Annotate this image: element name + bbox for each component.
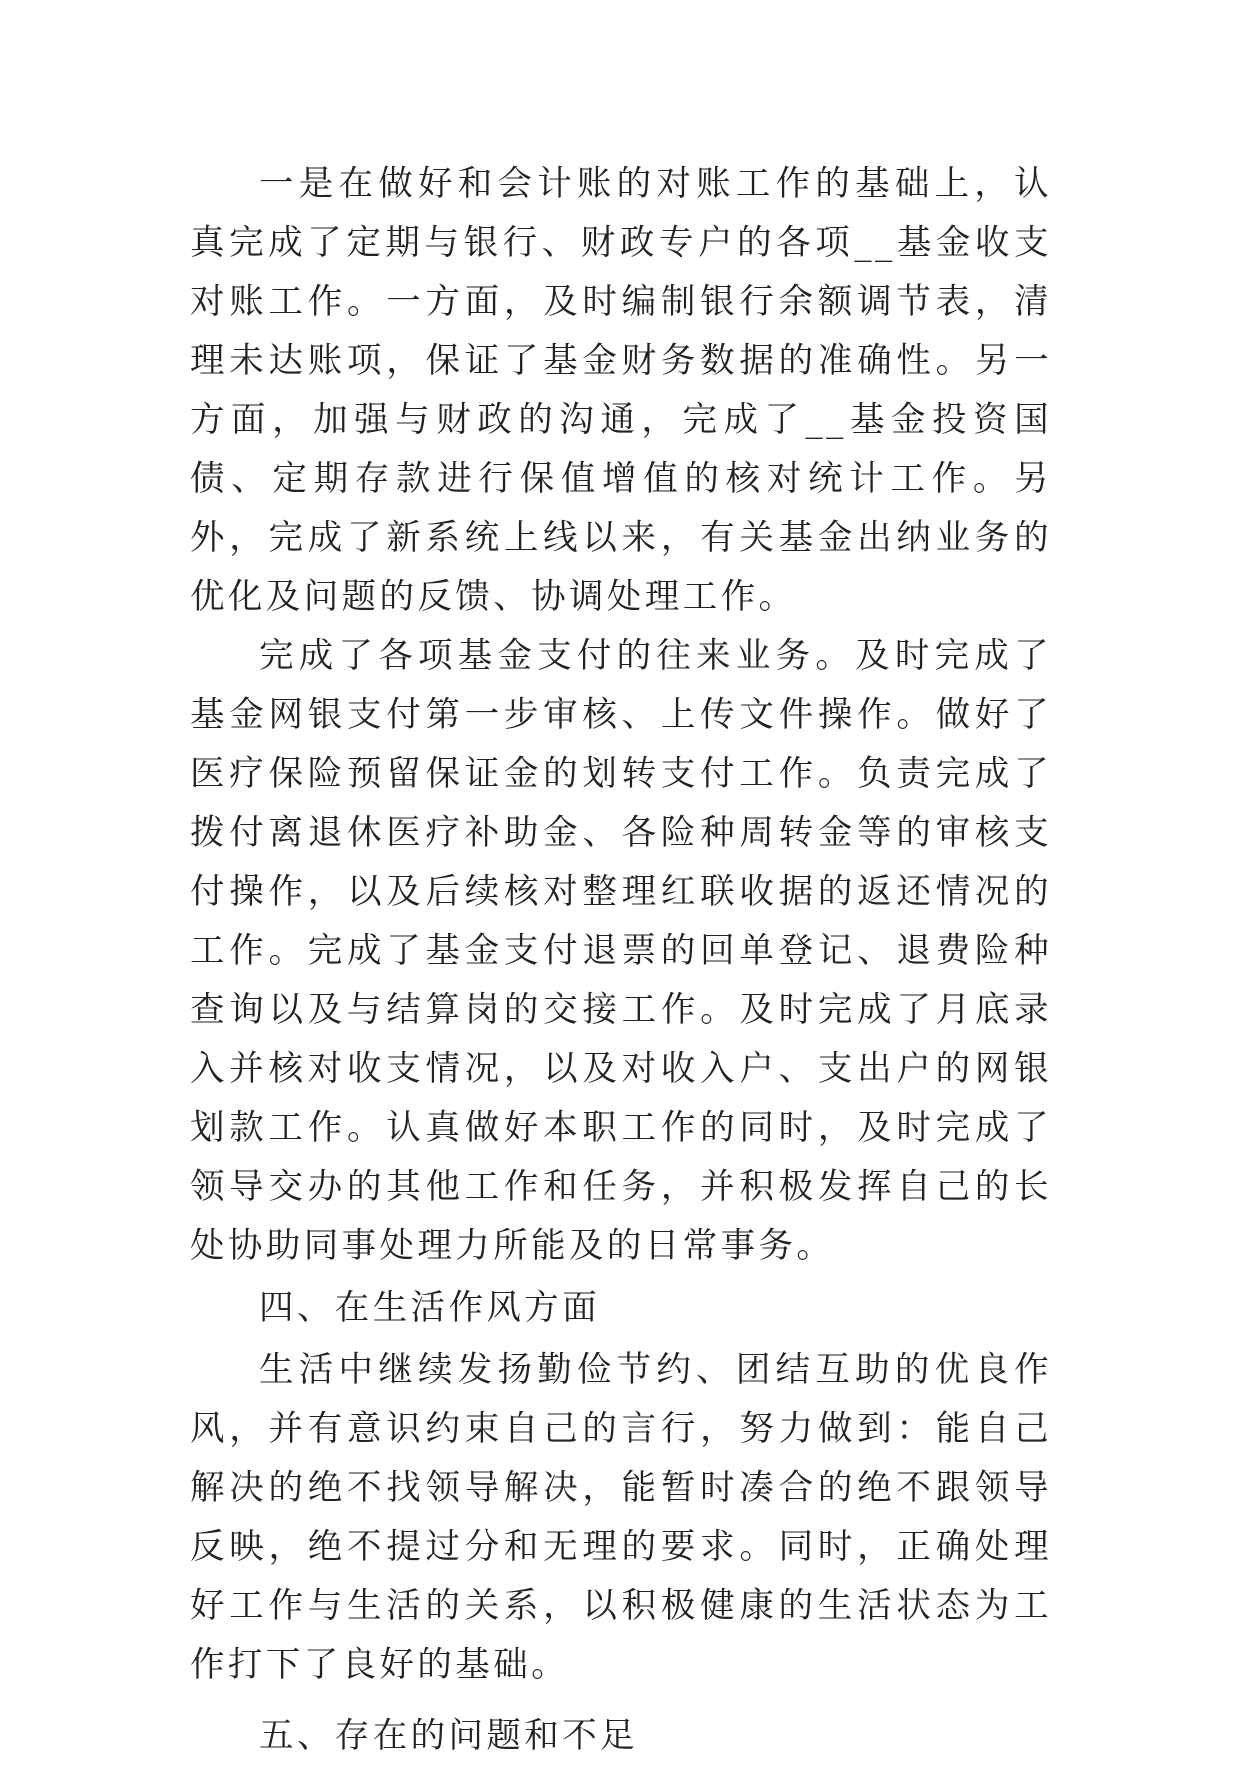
document-body [190, 155, 1052, 1766]
section-heading-problems: 五、存在的问题和不足 [259, 1716, 638, 1756]
section-heading-lifestyle: 四、在生活作风方面 [259, 1288, 601, 1328]
paragraph-reconciliation: 一是在做好和会计账的对账工作的基础上，认真完成了定期与银行、财政专户的各项__基金收支对账工作。一方面，及时编制银行余额调节表，清理未达账项，保证了基金财务数据的准确性。另一方面，加强与财政的沟通，完成了__基金投资国债、定期存款进行保值增值的核对统计工作。另外，完成了新系统上线以来，有关基金出纳业务的优化及问题的反馈、协调处理工作。 [190, 164, 1052, 617]
paragraph-lifestyle: 生活中继续发扬勤俭节约、团结互助的优良作风，并有意识约束自己的言行，努力做到：能自己解决的绝不找领导解决，能暂时凑合的绝不跟领导反映，绝不提过分和无理的要求。同时，正确处理好工作与生活的关系，以积极健康的生活状态为工作打下了良好的基础。 [190, 1350, 1052, 1685]
paragraph-fund-payments: 完成了各项基金支付的往来业务。及时完成了基金网银支付第一步审核、上传文件操作。做好了医疗保险预留保证金的划转支付工作。负责完成了拨付离退休医疗补助金、各险种周转金等的审核支付操作，以及后续核对整理红联收据的返还情况的工作。完成了基金支付退票的回单登记、退费险种查询以及与结算岗的交接工作。及时完成了月底录入并核对收支情况，以及对收入户、支出户的网银划款工作。认真做好本职工作的同时，及时完成了领导交办的其他工作和任务，并积极发挥自己的长处协助同事处理力所能及的日常事务。 [190, 636, 1052, 1266]
